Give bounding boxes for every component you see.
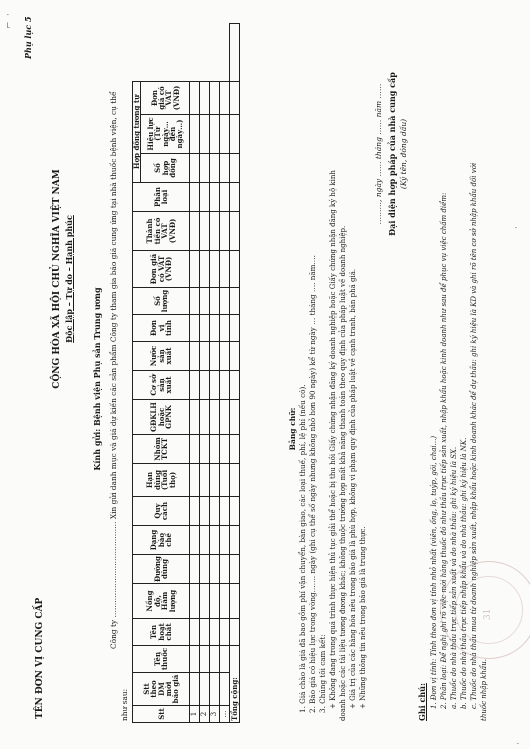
table-header-row (133, 24, 141, 723)
nation-title: CỘNG HÒA XÃ HỘI CHỦ NGHĨA VIỆT NAM (52, 169, 62, 389)
commitment-line: 2. Báo giá có hiệu lực trong vòng……. ngày (ghi cụ thể số ngày nhưng không nhỏ hơn 90 ngày) kể từ ngày … tháng …. năm…. (308, 255, 317, 713)
table-row (200, 24, 210, 723)
row-number: 3 (210, 706, 220, 723)
signature-date: ………, ngày …… tháng …… năm …… (374, 83, 383, 225)
col-header: Quy cách (133, 497, 190, 526)
col-header: Phân loại (133, 183, 190, 212)
col-header: Thành tiền có VAT (VNĐ) (133, 212, 190, 251)
table-total-row (230, 24, 240, 723)
row-number: … (220, 706, 230, 723)
col-header: Hiệu lực (Từ ngày… đến ngày…) (141, 115, 190, 154)
commitment-line: + Không đang trong quá trình thực hiện thủ tục giải thể hoặc bị thu hồi Giấy chứng nhận đăng ký doanh nghiệp hoặc Giấy chứng nhận đăng ký hộ kinh (329, 170, 337, 709)
faint-stamp (440, 561, 530, 659)
notes-heading: Ghi chú: (417, 683, 427, 721)
recipient: Kính gửi: Bệnh viện Phụ sản Trung ương (92, 287, 102, 471)
commitment-line: doanh hoặc các tài liệu tương đương khác; không thuộc trường hợp mất khả năng thanh toán theo quy định của pháp luật về doanh nghiệp. (339, 225, 347, 721)
table-row (190, 24, 200, 723)
stamp-text: 31 (483, 608, 493, 620)
commitment-line: + Những thông tin nêu trong báo giá là trung thực. (359, 526, 367, 709)
row-number: 2 (200, 706, 210, 723)
col-header: Stt (133, 706, 190, 723)
motto: Độc lập – Tự do – Hạnh phúc (64, 215, 74, 343)
total-label: Tổng cộng: (230, 646, 240, 723)
col-header: Dạng bào chế (133, 526, 190, 555)
quotation-table (132, 23, 240, 723)
amount-in-words-label: Bằng chữ: (288, 407, 297, 451)
col-header: Nước sản xuất (133, 342, 190, 371)
row-number: 1 (190, 706, 200, 723)
table-row (220, 24, 230, 723)
scan-mark: · (512, 226, 522, 229)
scan-mark: ⌐ (4, 21, 14, 29)
col-header: Đơn giá có VAT (VNĐ) (141, 82, 190, 115)
note-line: thuốc nhập khẩu. (480, 659, 488, 721)
commitment-line: 1. Giá chào là giá đã bao gồm phí vận chuyển, bàn giao, các loại thuế, phí, lệ phí (nếu có). (298, 384, 307, 713)
commitment-line: + Giá trị của các hàng hóa nêu trong báo giá là phù hợp, không vi phạm quy định của pháp luật về cạnh tranh, bán phá giá. (349, 268, 357, 709)
note-line: b. Thuốc do nhà thầu trực tiếp nhập khẩu và do nhà thầu: ghi ký hiệu là NK. (460, 437, 468, 709)
col-header: Tên thuốc (133, 646, 190, 673)
note-line: c. Thuốc do nhà thầu mua từ doanh nghiệp sản xuất, nhập khẩu hoặc kinh doanh khác để dự thầu: ghi ký hiệu là KD và ghi rõ tên cơ sở nhập khẩu đối với (470, 162, 478, 709)
note-line: 1. Đơn vị tính: Tính theo đơn vị tính nhỏ nhất (viên, ống, lọ, tuýp, gói, chai...) (430, 435, 438, 709)
contract-group-header: Hợp đồng tương tự (133, 82, 141, 183)
intro-line-2: như sau: (120, 688, 129, 721)
commitment-line: 3. Chúng tôi cam kết: (318, 634, 327, 713)
col-header: Stt theo DM mời báo giá (133, 673, 190, 706)
signature-title: Đại diện hợp pháp của nhà cung cấp (387, 72, 397, 236)
note-line: 2. Phân loại: Để nghị ghi rõ việc mời hàng thuốc đó như thầu trực tiếp sản xuất, nhập khẩu hoặc kinh doanh như sau để phục vụ việc chấm điểm: (440, 192, 448, 709)
table-row (210, 24, 220, 723)
col-header: Đường dùng (133, 555, 190, 584)
note-line: a. Thuốc do nhà thầu trực tiếp sản xuất và do nhà thầu: ghi ký hiệu là SX. (450, 446, 458, 709)
col-header: Đơn giá có VAT (VNĐ) (133, 251, 190, 288)
col-header: GĐKLH hoặc GPNK (133, 400, 190, 435)
scan-mark: · (4, 13, 14, 16)
col-header: Cơ sở sản xuất (133, 371, 190, 400)
col-header: Số lượng (133, 288, 190, 315)
intro-line-1: Công ty ………………………………… Xin gửi danh mục và giá dự kiến các sản phẩm Công ty tham gia báo giá cung ứng tại nhà thuốc bệnh viện, cụ thể (109, 91, 118, 649)
col-header: Nồng độ, Hàm lượng (133, 584, 190, 619)
scan-mark: · (514, 742, 524, 745)
annex-label: Phụ lục 5 (23, 16, 33, 59)
col-header: Đơn vị tính (133, 315, 190, 342)
col-header: Số hợp đồng (141, 154, 190, 183)
col-header: Nhóm TCKT (133, 435, 190, 464)
col-header: Tên hoạt chất (133, 619, 190, 646)
supplier-name: TÊN ĐƠN VỊ CUNG CẤP (35, 597, 45, 719)
col-header: Hạn dùng (Tuổi thọ) (133, 464, 190, 497)
signature-note: (Ký tên, đóng dấu) (399, 118, 408, 190)
